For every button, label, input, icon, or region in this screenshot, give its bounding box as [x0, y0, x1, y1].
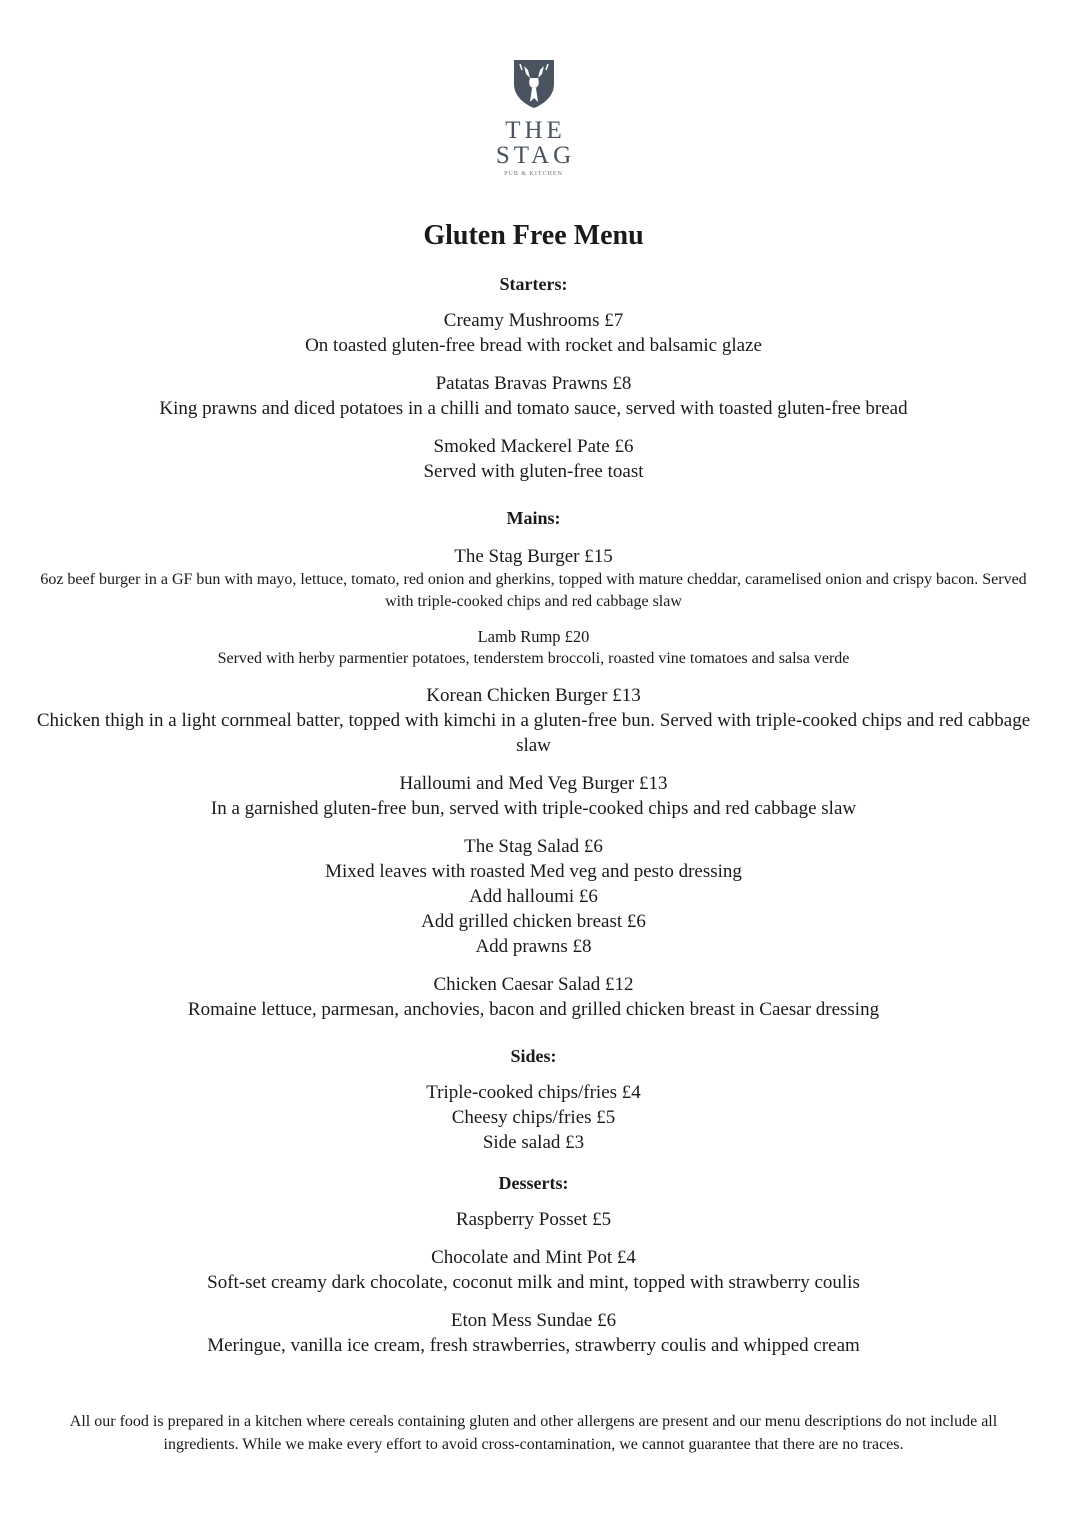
item-name: Eton Mess Sundae £6 — [450, 1310, 617, 1331]
menu-item — [30, 371, 1037, 421]
item-name: Smoked Mackerel Pate £6 — [433, 436, 634, 457]
menu-item — [30, 834, 1037, 959]
menu-item — [30, 308, 1037, 358]
side-item: Cheesy chips/fries £5 — [451, 1107, 616, 1128]
menu-item — [30, 1245, 1037, 1295]
menu-item — [30, 434, 1037, 484]
item-name: Chocolate and Mint Pot £4 — [431, 1247, 636, 1268]
side-item: Triple-cooked chips/fries £4 — [426, 1082, 641, 1103]
menu-item — [30, 771, 1037, 821]
menu-item — [30, 626, 1037, 670]
item-description: Romaine lettuce, parmesan, anchovies, bacon and grilled chicken breast in Caesar dressing — [187, 999, 880, 1020]
item-description: Meringue, vanilla ice cream, fresh strawberries, strawberry coulis and whipped cream — [207, 1335, 860, 1356]
item-name: Chicken Caesar Salad £12 — [433, 974, 634, 995]
menu-item — [30, 1207, 1037, 1232]
item-description: Chicken thigh in a light cornmeal batter, topped with kimchi in a gluten-free bun. Served with triple-cooked chips and red cabbage slaw — [36, 710, 1031, 756]
sides-section — [30, 1044, 1037, 1155]
item-name: Korean Chicken Burger £13 — [426, 685, 641, 706]
item-description: Soft-set creamy dark chocolate, coconut milk and mint, topped with strawberry coulis — [207, 1272, 860, 1293]
item-description: Served with herby parmentier potatoes, tenderstem broccoli, roasted vine tomatoes and salsa verde — [217, 650, 850, 667]
addon: Add halloumi £6 — [469, 886, 598, 907]
item-description: On toasted gluten-free bread with rocket and balsamic glaze — [305, 335, 762, 356]
logo — [0, 58, 1067, 177]
item-addons — [30, 884, 1037, 959]
page-title: Gluten Free Menu — [423, 220, 644, 251]
item-name: The Stag Burger £15 — [454, 546, 613, 567]
item-name: Halloumi and Med Veg Burger £13 — [399, 773, 668, 794]
menu-item — [30, 544, 1037, 613]
item-description: Mixed leaves with roasted Med veg and pesto dressing — [325, 861, 742, 882]
logo-name-line-1: THE — [505, 117, 566, 144]
side-item: Side salad £3 — [482, 1132, 585, 1153]
logo-tagline: PUB & KITCHEN — [504, 171, 563, 177]
starters-section — [30, 272, 1037, 484]
menu-item — [30, 972, 1037, 1022]
section-heading: Desserts: — [498, 1173, 569, 1193]
logo-name-line-2: STAG — [495, 142, 576, 169]
item-name: The Stag Salad £6 — [464, 836, 603, 857]
item-description: Served with gluten-free toast — [423, 461, 644, 482]
item-name: Patatas Bravas Prawns £8 — [435, 373, 632, 394]
desserts-section — [30, 1171, 1037, 1358]
menu-content — [30, 272, 1037, 1382]
item-description: In a garnished gluten-free bun, served with triple-cooked chips and red cabbage slaw — [210, 798, 857, 819]
menu-item — [30, 1308, 1037, 1358]
menu-item — [30, 683, 1037, 758]
section-heading: Sides: — [510, 1046, 557, 1066]
stag-shield-icon — [512, 58, 556, 110]
section-heading: Starters: — [499, 274, 568, 294]
item-name: Raspberry Posset £5 — [455, 1209, 612, 1230]
sides-list — [30, 1080, 1037, 1155]
allergen-disclaimer: All our food is prepared in a kitchen where cereals containing gluten and other allergens are present and our menu descriptions do not include all ingredients. While we make every effort to avoid cross-contamination, we cannot guarantee that there are no traces. — [69, 1413, 998, 1453]
mains-section — [30, 506, 1037, 1022]
addon: Add prawns £8 — [475, 936, 592, 957]
item-description: King prawns and diced potatoes in a chilli and tomato sauce, served with toasted gluten-free bread — [159, 398, 908, 419]
section-heading: Mains: — [506, 508, 561, 528]
item-description: 6oz beef burger in a GF bun with mayo, lettuce, tomato, red onion and gherkins, topped with mature cheddar, caramelised onion and crispy bacon. Served with triple-cooked chips and red cabbage slaw — [40, 571, 1027, 610]
item-name: Creamy Mushrooms £7 — [443, 310, 624, 331]
addon: Add grilled chicken breast £6 — [421, 911, 646, 932]
item-name: Lamb Rump £20 — [477, 627, 590, 646]
